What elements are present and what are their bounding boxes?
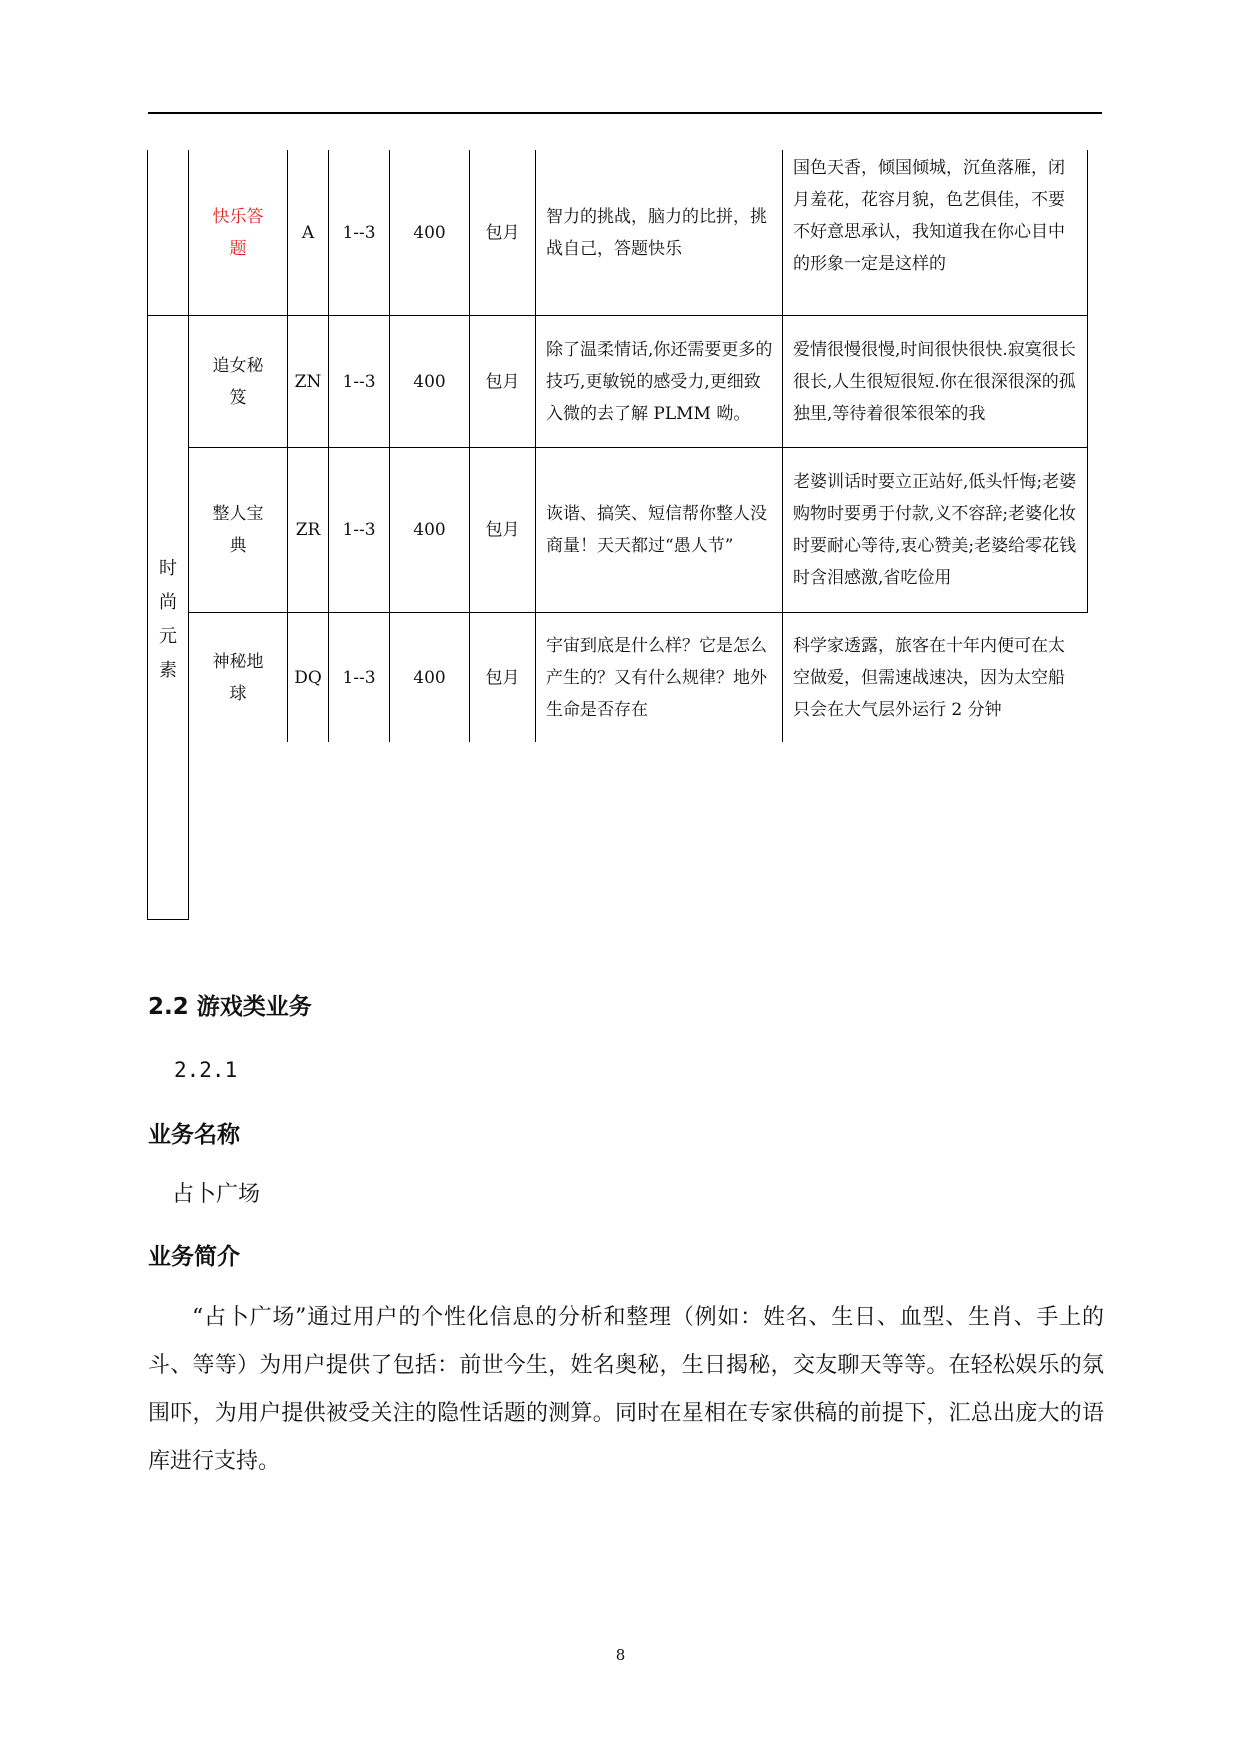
table-row-intro: 宇宙到底是什么样？它是怎么产生的？又有什么规律？地外生命是否存在 <box>546 635 767 720</box>
intro-paragraph: “占卜广场”通过用户的个性化信息的分析和整理（例如：姓名、生日、血型、生肖、手上的斗、等等）为用户提供了包括：前世今生，姓名奥秘，生日揭秘，交友聊天等等。在轻松娱乐的氛围吓，为用户提供被受关注的隐性话题的测算。同时在星相在专家供稿的前提下，汇总出庞大的语库进行支持。 <box>148 1305 1104 1474</box>
table-row-sample: 爱情很慢很慢,时间很快很快.寂寞很长很长,人生很短很短.你在很深很深的孤独里,等待着很笨很笨的我 <box>793 339 1076 424</box>
table-row-billing: 包月 <box>485 371 520 392</box>
table-row-billing: 包月 <box>485 222 520 243</box>
table-row-billing: 包月 <box>485 520 520 540</box>
table-row-range: 1--3 <box>342 667 376 688</box>
table-row-intro: 诙谐、搞笑、短信帮你整人没商量！天天都过“愚人节” <box>546 504 767 556</box>
table-row-range: 1--3 <box>342 520 376 540</box>
table-row-count: 400 <box>413 222 446 243</box>
label-business-intro: 业务简介 <box>148 1244 240 1270</box>
table-row-name: 快乐答题 <box>212 206 264 259</box>
page-number: 8 <box>615 1646 626 1664</box>
category-label: 时尚元素 <box>159 558 177 681</box>
table-row-name: 整人宝典 <box>212 504 264 556</box>
section-number: 2.2.1 <box>174 1058 238 1082</box>
table-row-intro: 除了温柔情话,你还需要更多的技巧,更敏锐的感受力,更细致入微的去了解 PLMM 呦。 <box>546 339 773 424</box>
table-row-code: ZR <box>295 520 321 540</box>
table-row-code: A <box>301 222 315 243</box>
table-row-count: 400 <box>413 520 446 540</box>
table-row-sample: 国色天香，倾国倾城，沉鱼落雁，闭月羞花，花容月貌，色艺俱佳，不要不好意思承认，我知道我在你心目中的形象一定是这样的 <box>793 158 1065 274</box>
table-row-intro: 智力的挑战，脑力的比拼，挑战自己，答题快乐 <box>546 206 767 259</box>
table-row-sample: 老婆训话时要立正站好,低头忏悔;老婆购物时要勇于付款,义不容辞;老婆化妆时要耐心等待,衷心赞美;老婆给零花钱时含泪感激,省吃俭用 <box>793 472 1077 588</box>
table-row-name: 神秘地球 <box>212 651 264 704</box>
section-title: 2.2 游戏类业务 <box>148 994 312 1020</box>
table-row-count: 400 <box>413 667 446 688</box>
label-business-name: 业务名称 <box>148 1122 240 1148</box>
table-row-range: 1--3 <box>342 371 376 392</box>
table-row-name: 追女秘笈 <box>212 355 264 408</box>
table-row-code: DQ <box>294 667 322 688</box>
business-name: 占卜广场 <box>172 1182 261 1207</box>
table-row-billing: 包月 <box>485 667 520 688</box>
table-row-code: ZN <box>294 371 322 392</box>
table-row-range: 1--3 <box>342 222 376 243</box>
table-row-count: 400 <box>413 371 446 392</box>
category-cell <box>148 540 188 700</box>
table-row-sample: 科学家透露，旅客在十年内便可在太空做爱，但需速战速决，因为太空船只会在大气层外运行 2 分钟 <box>793 635 1065 720</box>
